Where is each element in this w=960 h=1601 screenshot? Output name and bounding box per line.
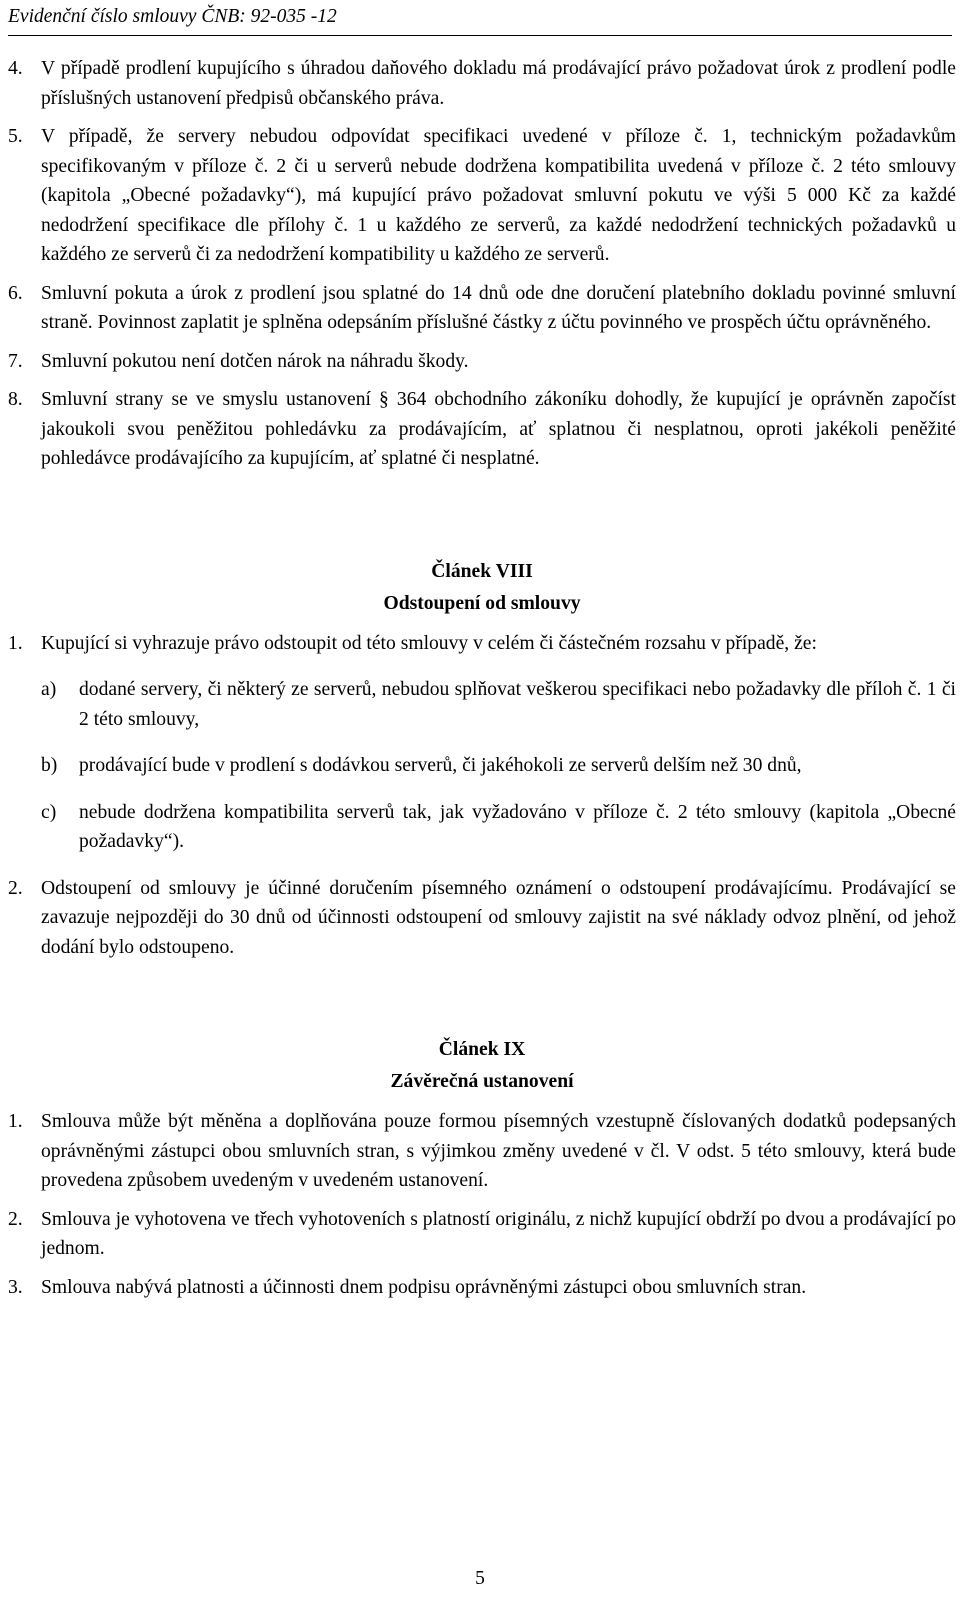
clause-6 — [8, 279, 956, 338]
article-8-subtitle: Odstoupení od smlouvy — [383, 592, 581, 614]
subclause-letter: b) — [41, 755, 58, 776]
article-9-subtitle: Závěrečná ustanovení — [390, 1071, 574, 1092]
clause-number: 4. — [8, 58, 23, 79]
article-9-clause-1 — [8, 1107, 956, 1196]
article-8-subclause-a — [8, 675, 956, 734]
article-8-subclause-b — [8, 751, 956, 781]
subclause-letter: c) — [41, 801, 57, 823]
article-8-clause-1 — [8, 629, 956, 659]
page-number: 5 — [475, 1568, 485, 1589]
subclause-text: prodávající bude v prodlení s dodávkou serverů, či jakéhokoli ze serverů delším než 30 dnů, — [79, 755, 802, 776]
article-9-clause-2 — [8, 1205, 956, 1264]
clause-text: Smluvní pokutou není dotčen nárok na náhradu škody. — [41, 350, 469, 372]
clause-number: 6. — [8, 282, 23, 304]
clause-text: V případě prodlení kupujícího s úhradou daňového dokladu má prodávající právo požadovat úrok z prodlení podle příslušných ustanovení předpisů občanského práva. — [41, 58, 956, 109]
subclause-text: nebude dodržena kompatibilita serverů tak, jak vyžadováno v příloze č. 2 této smlouvy (kapitola „Obecné požadavky“). — [79, 801, 956, 852]
clause-number: 1. — [8, 632, 23, 654]
clause-8 — [8, 385, 956, 474]
clause-text: Smluvní strany se ve smyslu ustanovení § 364 obchodního zákoníku dohodly, že kupující je oprávněn započíst jakoukoli svou peněžitou pohledávku za prodávajícím, ať splatnou či nesplatnou, oproti jakékoli peněžité pohledávce prodávajícího za kupujícím, ať splatné či nesplatné. — [41, 389, 956, 469]
clause-text: Smlouva nabývá platnosti a účinnosti dnem podpisu oprávněnými zástupci obou smluvních stran. — [41, 1276, 807, 1298]
clause-number: 1. — [8, 1111, 23, 1132]
clause-text: Odstoupení od smlouvy je účinné doručením písemného oznámení o odstoupení prodávajícímu. Prodávající se zavazuje nejpozději do 30 dnů od účinnosti odstoupení od smlouvy zajistit na své náklady odvoz plnění, od jehož dodání bylo odstoupeno. — [41, 877, 956, 958]
clause-number: 2. — [8, 877, 23, 899]
document-body — [8, 54, 956, 1302]
clause-number: 3. — [8, 1276, 23, 1298]
subclause-text: dodané servery, či některý ze serverů, nebudou splňovat veškerou specifikaci nebo požadavky dle příloh č. 1 či 2 této smlouvy, — [79, 679, 956, 730]
article-8-clause-2 — [8, 874, 956, 963]
contract-reference-header: Evidenční číslo smlouvy ČNB: 92-035 -12 — [8, 6, 952, 36]
article-8-title: Článek VIII — [431, 560, 533, 582]
subclause-letter: a) — [41, 679, 57, 700]
clause-number: 8. — [8, 389, 23, 410]
article-9-title: Článek IX — [438, 1039, 526, 1060]
clause-text: Smlouva může být měněna a doplňována pouze formou písemných vzestupně číslovaných dodatků podepsaných oprávněnými zástupci obou smluvních stran, s výjimkou změny uvedené v čl. V odst. 5 této smlouvy, která bude provedena způsobem uvedeným v uvedeném ustanovení. — [41, 1111, 956, 1191]
clause-text: V případě, že servery nebudou odpovídat specifikaci uvedené v příloze č. 1, technickým požadavkům specifikovaným v příloze č. 2 či u serverů nebude dodržena kompatibilita uvedená v příloze č. 2 této smlouvy (kapitola „Obecné požadavky“), má kupující právo požadovat smluvní pokutu ve výši 5 000 Kč za každé nedodržení specifikace dle přílohy č. 1 u každého ze serverů, za každé nedodržení technických požadavků u každého ze serverů či za nedodržení kompatibility u každého ze serverů. — [41, 126, 956, 265]
clause-text: Smluvní pokuta a úrok z prodlení jsou splatné do 14 dnů ode dne doručení platebního dokladu povinné smluvní straně. Povinnost zaplatit je splněna odepsáním příslušné částky z účtu povinného ve prospěch účtu oprávněného. — [41, 282, 956, 333]
article-8-subclause-c — [8, 798, 956, 857]
clause-4 — [8, 54, 956, 113]
clause-text: Kupující si vyhrazuje právo odstoupit od této smlouvy v celém či částečném rozsahu v případě, že: — [41, 632, 817, 654]
clause-number: 5. — [8, 126, 23, 147]
clause-number: 2. — [8, 1208, 23, 1230]
clause-number: 7. — [8, 350, 23, 372]
clause-5 — [8, 122, 956, 270]
clause-7 — [8, 347, 956, 377]
clause-text: Smlouva je vyhotovena ve třech vyhotoveních s platností originálu, z nichž kupující obdrží po dvou a prodávající po jednom. — [41, 1208, 956, 1259]
article-9-clause-3 — [8, 1273, 956, 1303]
